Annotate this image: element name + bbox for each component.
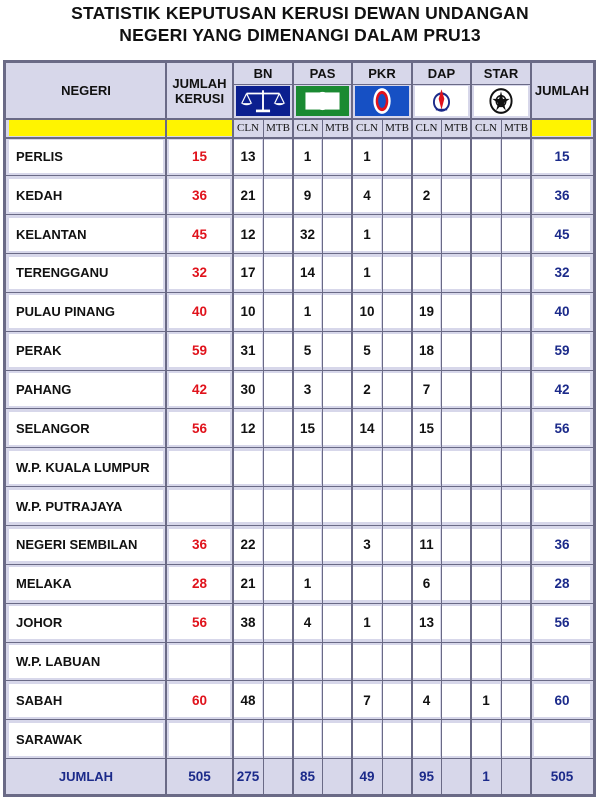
party-seats-bn: 12	[240, 420, 256, 436]
grid-line	[6, 408, 593, 409]
party-seats-pas	[293, 720, 322, 759]
party-seats-star	[471, 331, 501, 370]
party-seats-star	[471, 603, 501, 642]
row-bg	[383, 684, 411, 717]
star-wheel-icon	[474, 86, 528, 116]
row-total: 36	[554, 537, 570, 553]
state-name: TERENGGANU	[16, 265, 109, 281]
party-logo-cell	[236, 86, 290, 116]
state-name: W.P. KUALA LUMPUR	[16, 459, 150, 475]
row-bg	[383, 723, 411, 756]
row-total: 15	[554, 148, 570, 164]
row-total: 60	[554, 692, 570, 708]
row-total: 59	[554, 343, 570, 359]
row-bg	[264, 529, 292, 562]
party-seats-pas: 5	[303, 343, 312, 359]
row-bg	[383, 257, 411, 290]
row-total	[531, 642, 593, 681]
grid-line	[6, 758, 593, 759]
row-total	[531, 720, 593, 759]
grid-line	[6, 292, 593, 293]
totals-pkr: 49	[359, 768, 375, 784]
seat-total: 56	[191, 420, 208, 436]
row-bg	[502, 140, 530, 173]
header-party-pas: PAS	[309, 66, 336, 81]
row-bg	[383, 140, 411, 173]
totals-bn: 275	[236, 768, 260, 784]
sub-cln-dap: CLN	[415, 121, 438, 134]
header-jumlah-kerusi	[166, 63, 233, 118]
row-bg	[383, 179, 411, 212]
grid-line	[6, 214, 593, 215]
row-total: 42	[554, 382, 570, 398]
party-seats-pkr	[352, 642, 382, 681]
grid-line	[6, 118, 593, 120]
grid-line	[6, 603, 593, 604]
row-bg	[383, 567, 411, 600]
sub-cln-bn: CLN	[237, 121, 259, 134]
row-total: 28	[554, 576, 570, 592]
row-bg	[442, 334, 470, 367]
row-bg	[264, 334, 292, 367]
page-title	[0, 2, 600, 46]
party-seats-star: 1	[482, 692, 490, 708]
row-bg	[383, 529, 411, 562]
party-seats-star	[471, 564, 501, 603]
totals-dap: 95	[418, 768, 435, 784]
seat-total: 32	[191, 265, 208, 281]
state-name: MELAKA	[16, 576, 72, 592]
sub-mtb-bn: MTB	[266, 121, 290, 134]
title-line-1: STATISTIK KEPUTUSAN KERUSI DEWAN UNDANGAN	[71, 3, 529, 23]
party-seats-pkr: 5	[363, 343, 371, 359]
seat-total: 45	[191, 226, 208, 242]
grid-line	[470, 63, 472, 794]
state-name: SABAH	[16, 692, 63, 708]
row-bg	[502, 218, 530, 251]
state-name: PERAK	[16, 343, 62, 359]
grid-line	[351, 63, 353, 794]
party-seats-star	[471, 215, 501, 254]
grid-line	[501, 118, 502, 794]
grid-line	[292, 63, 294, 794]
row-bg	[442, 218, 470, 251]
party-seats-pkr: 4	[363, 187, 371, 203]
row-bg	[383, 218, 411, 251]
state-name: SARAWAK	[16, 731, 83, 747]
party-seats-bn: 17	[240, 265, 256, 281]
header-party-star: STAR	[483, 66, 519, 81]
row-bg	[383, 295, 411, 328]
row-bg	[502, 373, 530, 406]
row-total	[531, 448, 593, 487]
seat-total	[166, 448, 233, 487]
party-seats-star	[471, 176, 501, 215]
row-bg	[264, 567, 292, 600]
state-name: PAHANG	[16, 382, 72, 398]
row-bg	[442, 567, 470, 600]
party-seats-pkr	[352, 564, 382, 603]
row-total: 56	[554, 420, 570, 436]
header-party-bn: BN	[253, 66, 273, 81]
row-bg	[323, 295, 351, 328]
grid-line	[6, 525, 593, 526]
party-seats-dap	[412, 487, 441, 526]
row-bg	[383, 645, 411, 678]
party-seats-bn: 38	[240, 615, 256, 631]
row-bg	[442, 490, 470, 523]
row-bg	[502, 645, 530, 678]
party-seats-star	[471, 292, 501, 331]
party-seats-pkr	[352, 720, 382, 759]
row-bg	[323, 606, 351, 639]
state-name: W.P. PUTRAJAYA	[16, 498, 123, 514]
seat-total: 28	[191, 576, 208, 592]
row-bg	[502, 334, 530, 367]
party-seats-bn	[233, 720, 263, 759]
state-name: NEGERI SEMBILAN	[16, 537, 138, 553]
header-party-pkr: PKR	[368, 66, 396, 81]
header-jumlah-kerusi-line2: KERUSI	[174, 90, 225, 106]
grid-line	[441, 118, 442, 794]
party-seats-pkr: 1	[363, 265, 371, 281]
totals-star: 1	[482, 768, 490, 784]
grid-line	[263, 118, 264, 794]
row-total: 36	[554, 187, 570, 203]
row-bg	[442, 606, 470, 639]
grid-line	[6, 719, 593, 720]
row-bg	[383, 490, 411, 523]
row-bg	[502, 257, 530, 290]
party-logo-cell	[474, 86, 528, 116]
party-seats-pkr: 10	[359, 304, 375, 320]
grid-line	[6, 564, 593, 565]
party-seats-pkr: 2	[363, 382, 371, 398]
pas-crescent-icon	[296, 86, 349, 116]
row-bg	[442, 295, 470, 328]
party-seats-star	[471, 409, 501, 448]
row-bg	[502, 606, 530, 639]
row-bg	[502, 529, 530, 562]
grid-line	[382, 118, 383, 794]
party-seats-pkr: 1	[363, 148, 371, 164]
row-bg	[323, 218, 351, 251]
results-table	[3, 60, 596, 797]
sub-cln-star: CLN	[475, 121, 497, 134]
row-bg	[383, 451, 411, 484]
state-name: KEDAH	[16, 187, 63, 203]
party-seats-pas: 9	[303, 187, 312, 203]
party-seats-dap: 19	[418, 304, 435, 320]
row-bg	[323, 373, 351, 406]
header-party-dap: DAP	[427, 66, 456, 81]
row-bg	[264, 606, 292, 639]
party-seats-bn: 48	[240, 692, 256, 708]
grid-line	[6, 253, 593, 254]
party-logo-cell	[415, 86, 468, 116]
sub-cln-pkr: CLN	[356, 121, 378, 134]
seat-total: 40	[191, 304, 208, 320]
party-seats-pkr	[352, 487, 382, 526]
state-name: PERLIS	[16, 148, 63, 164]
state-name: JOHOR	[16, 615, 63, 631]
party-seats-pkr: 3	[363, 537, 371, 553]
grid-line	[6, 137, 593, 139]
grid-line	[232, 63, 234, 794]
party-seats-dap: 2	[422, 187, 431, 203]
grid-line	[6, 680, 593, 681]
party-seats-pkr: 7	[363, 692, 371, 708]
party-seats-bn: 31	[240, 343, 256, 359]
row-bg	[442, 529, 470, 562]
totals-kerusi: 505	[188, 768, 211, 784]
row-bg	[323, 645, 351, 678]
party-seats-star	[471, 642, 501, 681]
pkr-eye-icon	[355, 86, 409, 116]
party-seats-pkr	[352, 448, 382, 487]
party-seats-bn	[233, 487, 263, 526]
row-bg	[323, 529, 351, 562]
party-logo-cell	[355, 86, 409, 116]
sub-mtb-star: MTB	[504, 121, 528, 134]
party-seats-dap	[412, 137, 441, 176]
party-seats-pas	[293, 487, 322, 526]
sub-mtb-pkr: MTB	[385, 121, 409, 134]
scales-of-justice-icon	[236, 86, 290, 116]
row-bg	[264, 257, 292, 290]
grid-line	[322, 118, 323, 794]
row-bg	[264, 140, 292, 173]
row-bg	[502, 567, 530, 600]
grid-line	[6, 175, 593, 176]
grid-line	[6, 642, 593, 643]
party-seats-star	[471, 137, 501, 176]
seat-total	[166, 487, 233, 526]
row-bg	[383, 412, 411, 445]
title-line-2: NEGERI YANG DIMENANGI DALAM PRU13	[119, 25, 481, 45]
row-bg	[383, 606, 411, 639]
party-seats-pas: 14	[299, 265, 316, 281]
seat-total: 42	[191, 382, 208, 398]
party-seats-bn: 13	[240, 148, 256, 164]
row-bg	[502, 179, 530, 212]
party-seats-bn: 21	[240, 187, 256, 203]
row-total: 32	[554, 265, 570, 281]
yellow-band-left	[9, 119, 232, 136]
party-seats-dap	[412, 254, 441, 293]
party-seats-dap: 15	[418, 420, 435, 436]
row-bg	[442, 451, 470, 484]
seat-total	[166, 642, 233, 681]
row-bg	[502, 412, 530, 445]
party-seats-pkr: 14	[359, 420, 375, 436]
row-bg	[264, 218, 292, 251]
row-total: 40	[554, 304, 570, 320]
totals-pas: 85	[299, 768, 316, 784]
party-seats-pkr: 1	[363, 226, 371, 242]
row-total	[531, 487, 593, 526]
row-bg	[442, 645, 470, 678]
party-seats-pas: 32	[299, 226, 316, 242]
row-bg	[502, 723, 530, 756]
grid-line	[411, 63, 413, 794]
party-seats-pas: 1	[303, 304, 312, 320]
row-bg	[323, 179, 351, 212]
party-seats-pas: 4	[303, 615, 312, 631]
state-name: PULAU PINANG	[16, 304, 115, 320]
party-seats-bn: 21	[240, 576, 256, 592]
seat-total: 56	[191, 615, 208, 631]
party-seats-bn	[233, 448, 263, 487]
party-seats-pas	[293, 642, 322, 681]
seat-total: 15	[191, 148, 208, 164]
party-seats-bn: 22	[240, 537, 256, 553]
party-seats-bn: 10	[240, 304, 256, 320]
seat-total: 60	[191, 692, 208, 708]
party-seats-star	[471, 487, 501, 526]
header-jumlah: JUMLAH	[534, 83, 590, 98]
party-seats-star	[471, 370, 501, 409]
party-seats-dap	[412, 448, 441, 487]
grid-line	[530, 63, 532, 794]
party-seats-star	[471, 720, 501, 759]
party-seats-dap: 6	[422, 576, 431, 592]
party-seats-pas	[293, 448, 322, 487]
totals-jumlah: 505	[550, 768, 574, 784]
party-seats-pas	[293, 526, 322, 565]
state-name: SELANGOR	[16, 420, 90, 436]
party-seats-pas: 15	[299, 420, 316, 436]
row-bg	[264, 451, 292, 484]
party-seats-star	[471, 526, 501, 565]
row-bg	[383, 373, 411, 406]
grid-line	[6, 486, 593, 487]
row-bg	[502, 684, 530, 717]
yellow-band-right	[532, 119, 591, 136]
row-bg	[442, 373, 470, 406]
party-seats-pas: 1	[303, 576, 312, 592]
party-seats-pas	[293, 681, 322, 720]
row-bg	[323, 334, 351, 367]
state-name: W.P. LABUAN	[16, 653, 101, 669]
row-bg	[264, 684, 292, 717]
seat-total	[166, 720, 233, 759]
party-seats-pas: 1	[303, 148, 312, 164]
sub-cln-pas: CLN	[296, 121, 319, 134]
seat-total: 59	[191, 343, 208, 359]
party-logo-cell	[296, 86, 349, 116]
party-seats-star	[471, 254, 501, 293]
grid-line	[233, 84, 531, 85]
row-bg	[442, 257, 470, 290]
grid-line	[6, 370, 593, 371]
row-bg	[442, 179, 470, 212]
row-bg	[502, 451, 530, 484]
row-bg	[442, 412, 470, 445]
row-bg	[323, 490, 351, 523]
row-bg	[323, 723, 351, 756]
party-seats-dap: 18	[418, 343, 435, 359]
grid-line	[6, 447, 593, 448]
row-bg	[502, 490, 530, 523]
grid-line	[165, 63, 167, 794]
row-total: 45	[554, 226, 570, 242]
sub-mtb-dap: MTB	[444, 121, 468, 134]
row-bg	[323, 451, 351, 484]
party-seats-dap	[412, 215, 441, 254]
party-seats-dap: 13	[418, 615, 435, 631]
party-seats-bn	[233, 642, 263, 681]
party-seats-dap: 7	[422, 382, 431, 398]
party-seats-pas: 3	[303, 382, 312, 398]
row-bg	[264, 645, 292, 678]
row-bg	[442, 684, 470, 717]
row-bg	[264, 373, 292, 406]
party-seats-bn: 30	[240, 382, 256, 398]
party-seats-bn: 12	[240, 226, 256, 242]
row-total: 56	[554, 615, 570, 631]
row-bg	[323, 567, 351, 600]
row-bg	[502, 295, 530, 328]
row-bg	[264, 295, 292, 328]
party-seats-dap: 11	[419, 537, 434, 553]
party-seats-star	[471, 448, 501, 487]
row-bg	[264, 412, 292, 445]
sub-mtb-pas: MTB	[325, 121, 349, 134]
dap-rocket-icon	[415, 86, 468, 116]
party-seats-dap: 4	[422, 692, 431, 708]
totals-label: JUMLAH	[58, 768, 114, 784]
row-bg	[442, 140, 470, 173]
row-bg	[264, 490, 292, 523]
row-bg	[323, 684, 351, 717]
party-seats-dap	[412, 642, 441, 681]
row-bg	[264, 723, 292, 756]
row-bg	[323, 257, 351, 290]
row-bg	[323, 140, 351, 173]
state-name: KELANTAN	[16, 226, 87, 242]
header-jumlah-kerusi-line1: JUMLAH	[172, 75, 227, 91]
seat-total: 36	[191, 537, 208, 553]
header-negeri: NEGERI	[61, 83, 111, 98]
row-bg	[383, 334, 411, 367]
party-seats-pkr: 1	[363, 615, 371, 631]
row-bg	[323, 412, 351, 445]
grid-line	[6, 331, 593, 332]
row-bg	[264, 179, 292, 212]
seat-total: 36	[191, 187, 208, 203]
row-bg	[442, 723, 470, 756]
party-seats-dap	[412, 720, 441, 759]
